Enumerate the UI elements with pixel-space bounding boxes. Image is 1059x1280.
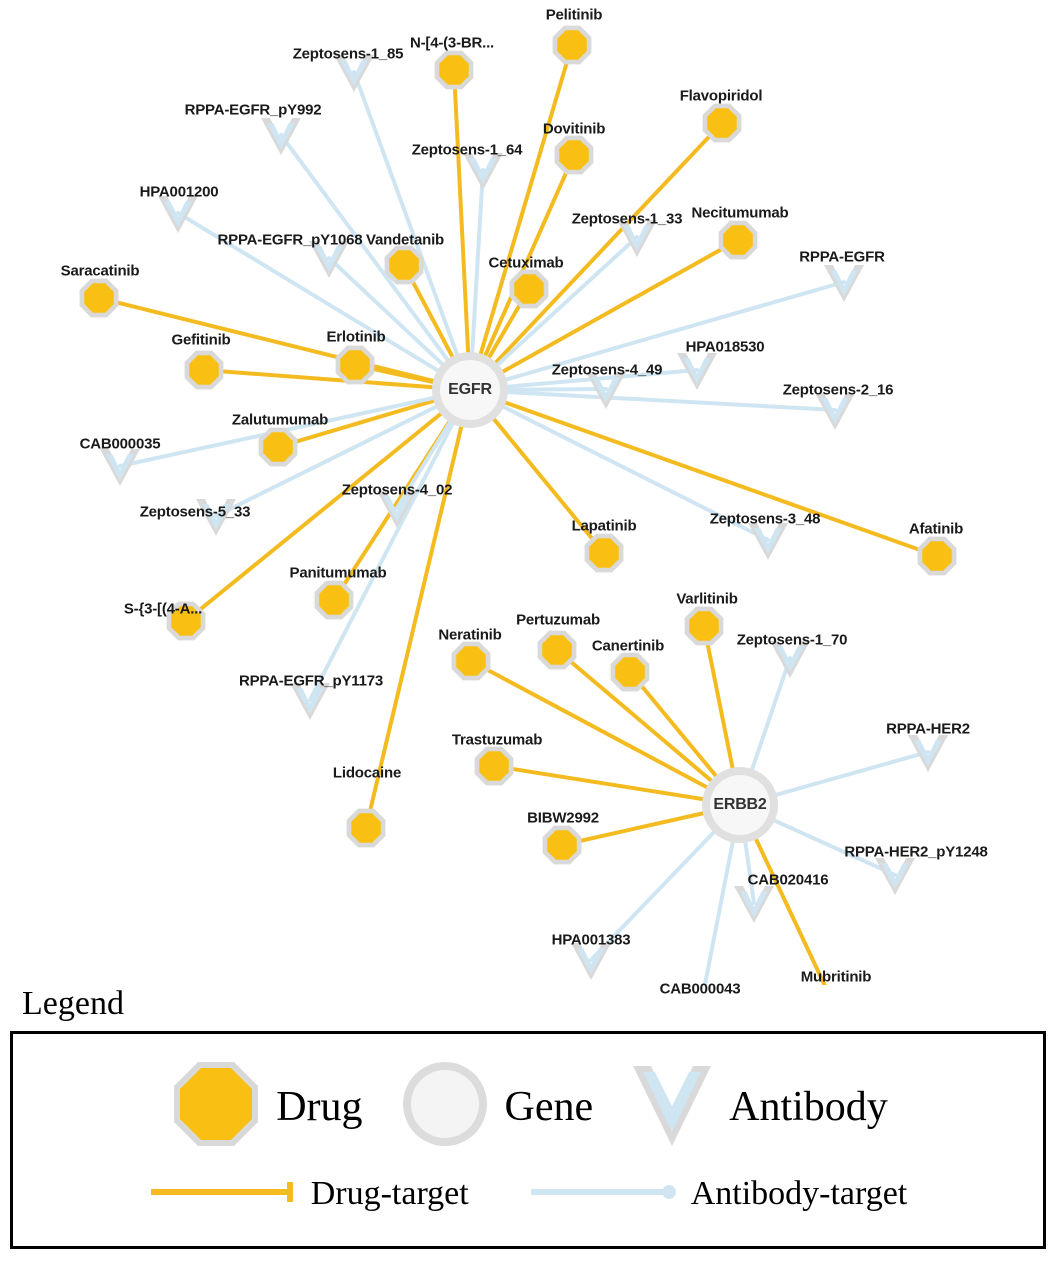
antibody-label: CAB020416 [747, 871, 829, 889]
drug-label: Lidocaine [332, 764, 402, 782]
antibody-label: RPPA-EGFR_pY1173 [238, 672, 384, 690]
antibody-label: Zeptosens-1_33 [571, 210, 683, 228]
legend-item-drug-target [149, 1175, 469, 1213]
antibody-label: Zeptosens-4_49 [551, 361, 663, 379]
antibody-label: CAB000035 [79, 435, 161, 453]
drug-node[interactable] [435, 51, 474, 90]
drug-node[interactable] [543, 826, 582, 865]
gene-label: EGFR [448, 381, 492, 398]
drug-label: Erlotinib [326, 328, 386, 346]
drug-node[interactable] [555, 136, 594, 175]
antibody-label: Zeptosens-2_16 [782, 381, 894, 399]
drug-label: Gefitinib [171, 331, 231, 349]
legend [8, 985, 1048, 1249]
antibody-label: RPPA-EGFR [799, 248, 885, 266]
drug-label: Dovitinib [542, 120, 606, 138]
drug-node[interactable] [611, 653, 650, 692]
drug-node[interactable] [347, 809, 386, 848]
drug-node[interactable] [719, 221, 758, 260]
legend-title: Legend [22, 985, 124, 1022]
drug-label: Canertinib [591, 637, 665, 655]
vee-node-icon [627, 1056, 717, 1157]
drug-label: Necitumumab [691, 204, 789, 222]
legend-item-gene [397, 1056, 594, 1157]
drug-node[interactable] [703, 104, 742, 143]
drug-label: BIBW2992 [527, 809, 599, 827]
drug-label: Pertuzumab [516, 611, 600, 629]
antibody-label: Zeptosens-1_64 [411, 141, 523, 159]
drug-node[interactable] [80, 279, 119, 318]
antibody-label: HPA018530 [685, 338, 765, 356]
legend-item-drug [168, 1056, 362, 1157]
drug-label: Mubritinib [800, 968, 872, 986]
drug-node[interactable] [918, 537, 957, 576]
legend-item-antibody-target [529, 1175, 908, 1213]
antibody-label: Zeptosens-1_70 [736, 631, 848, 649]
drug-label: Saracatinib [60, 262, 140, 280]
drug-label: Vandetanib [365, 231, 445, 249]
drug-node[interactable] [259, 428, 298, 467]
antibody-label: Zeptosens-5_33 [139, 503, 251, 521]
drug-target-edge-icon [149, 1179, 299, 1210]
circle-node-icon [397, 1056, 493, 1157]
antibody-target-edge [470, 390, 835, 410]
drug-label: Varlitinib [676, 590, 738, 608]
drug-node[interactable] [553, 26, 592, 65]
drug-label: Lapatinib [571, 517, 637, 535]
drug-node[interactable] [685, 607, 724, 646]
drug-label: S-{3-[(4-A... [123, 600, 203, 618]
drug-node[interactable] [585, 534, 624, 573]
drug-label: Afatinib [908, 520, 964, 538]
legend-label-gene: Gene [504, 1083, 594, 1130]
antibody-label: Zeptosens-4_02 [341, 481, 453, 499]
antibody-target-edge [310, 390, 470, 700]
legend-label-antibody: Antibody [729, 1083, 888, 1130]
drug-node[interactable] [315, 581, 354, 620]
antibody-label: RPPA-EGFR_pY992 [184, 101, 322, 119]
drug-node[interactable] [475, 747, 514, 786]
drug-node[interactable] [185, 351, 224, 390]
drug-node[interactable] [452, 642, 491, 681]
drug-label: Flavopiridol [679, 87, 763, 105]
antibody-label: Zeptosens-3_48 [709, 510, 821, 528]
drug-node[interactable] [510, 270, 549, 309]
legend-label-drug: Drug [276, 1083, 363, 1130]
drug-label: Trastuzumab [451, 731, 543, 749]
gene-label: ERBB2 [713, 796, 767, 813]
antibody-label: CAB000043 [659, 980, 741, 998]
legend-edge-row [13, 1175, 1043, 1213]
legend-label-drug-target: Drug-target [310, 1175, 469, 1212]
drug-label: Cetuximab [488, 254, 564, 272]
drug-node[interactable] [385, 246, 424, 285]
antibody-label: Zeptosens-1_85 [292, 45, 404, 63]
drug-node[interactable] [336, 346, 375, 385]
antibody-label: RPPA-HER2_pY1248 [844, 843, 988, 861]
antibody-label: RPPA-EGFR_pY1068 [217, 231, 363, 249]
legend-label-antibody-target: Antibody-target [690, 1175, 908, 1212]
antibody-label: HPA001200 [139, 183, 219, 201]
legend-node-row [13, 1034, 1043, 1157]
drug-label: Pelitinib [545, 6, 603, 24]
octagon-node-icon [168, 1056, 264, 1157]
legend-item-antibody [627, 1056, 888, 1157]
antibody-label: RPPA-HER2 [886, 720, 970, 738]
drug-target-edge [454, 70, 470, 390]
antibody-label: HPA001383 [551, 931, 631, 949]
drug-label: N-[4-(3-BR... [409, 34, 495, 52]
drug-target-edge [366, 390, 470, 828]
drug-label: Neratinib [438, 626, 502, 644]
antibody-target-edge-icon [529, 1179, 679, 1210]
drug-node[interactable] [538, 631, 577, 670]
drug-label: Panitumumab [289, 564, 387, 582]
drug-label: Zalutumumab [231, 411, 329, 429]
legend-box [10, 1031, 1046, 1249]
